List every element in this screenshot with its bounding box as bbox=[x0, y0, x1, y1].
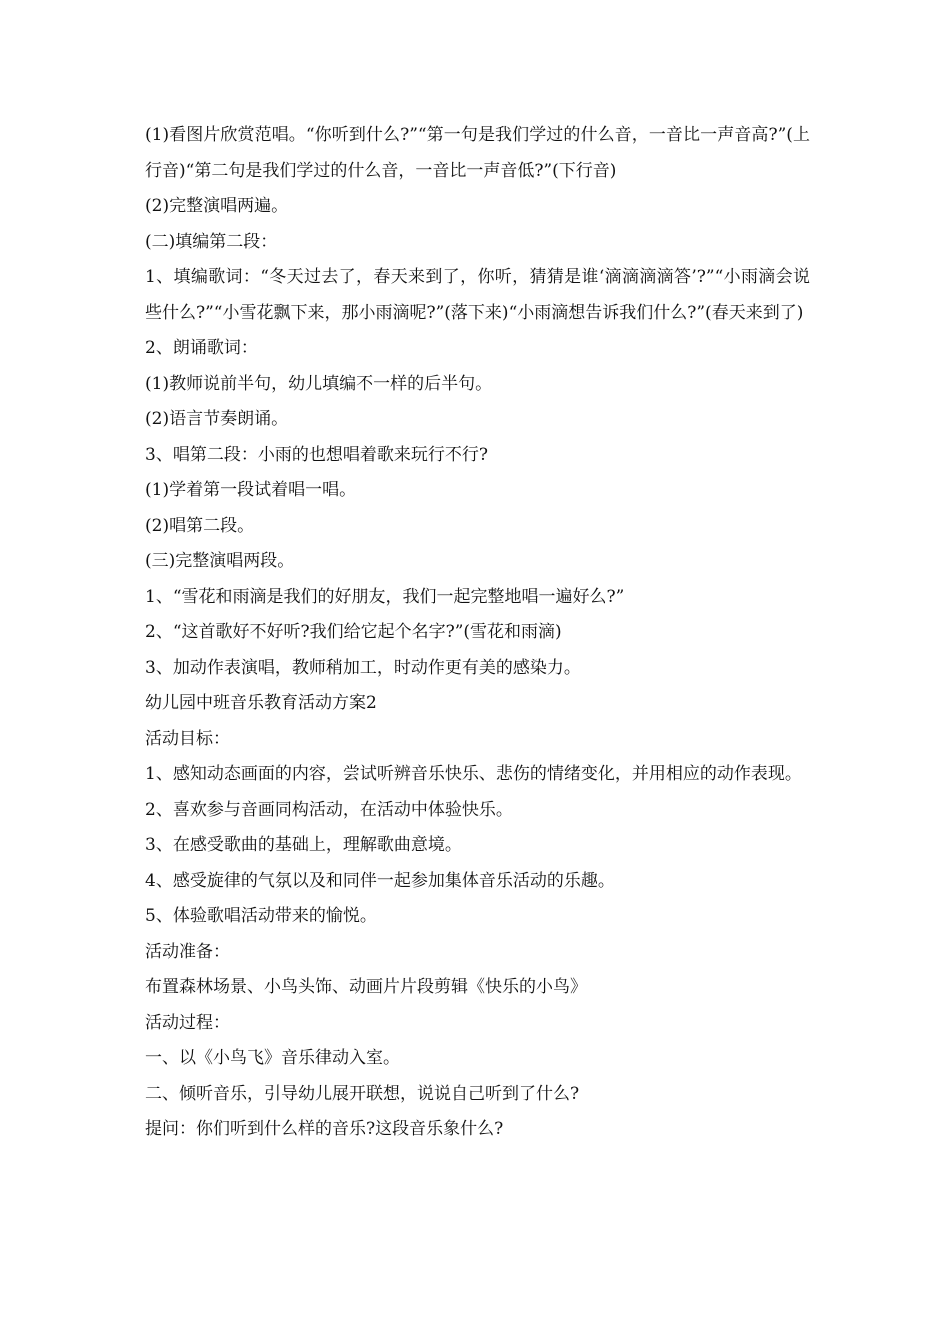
section-heading: 活动过程： bbox=[145, 1012, 230, 1033]
paragraph: (2)唱第二段。 bbox=[145, 515, 255, 536]
paragraph: 提问：你们听到什么样的音乐?这段音乐象什么? bbox=[145, 1119, 504, 1139]
paragraph: 5、体验歌唱活动带来的愉悦。 bbox=[145, 906, 377, 926]
paragraph: 一、以《小鸟飞》音乐律动入室。 bbox=[145, 1048, 400, 1068]
paragraph: (1)教师说前半句，幼儿填编不一样的后半句。 bbox=[145, 373, 493, 394]
paragraph: 3、在感受歌曲的基础上，理解歌曲意境。 bbox=[145, 835, 462, 855]
section-heading: (三)完整演唱两段。 bbox=[145, 551, 295, 571]
paragraph: 3、唱第二段：小雨的也想唱着歌来玩行不行? bbox=[145, 444, 488, 465]
paragraph: 1、“雪花和雨滴是我们的好朋友，我们一起完整地唱一遍好么?” bbox=[145, 586, 625, 607]
paragraph: (2)语言节奏朗诵。 bbox=[145, 409, 289, 429]
section-heading: 活动目标： bbox=[145, 728, 230, 749]
paragraph: 2、喜欢参与音画同构活动，在活动中体验快乐。 bbox=[145, 799, 513, 820]
paragraph: (2)完整演唱两遍。 bbox=[145, 196, 289, 216]
paragraph: (1)看图片欣赏范唱。“你听到什么?”“第一句是我们学过的什么音，一音比一声音高?”(上行音)“第二句是我们学过的什么音，一音比一声音低?”(下行音) bbox=[145, 125, 810, 181]
section-heading: (二)填编第二段： bbox=[145, 231, 278, 252]
paragraph: 1、填编歌词：“冬天过去了，春天来到了，你听，猜猜是谁‘滴滴滴滴答’?”“小雨滴会说些什么?”“小雪花飘下来，那小雨滴呢?”(落下来)“小雨滴想告诉我们什么?”(春天来到了) bbox=[145, 267, 810, 323]
paragraph: 二、倾听音乐，引导幼儿展开联想，说说自己听到了什么? bbox=[145, 1083, 580, 1104]
paragraph: 2、“这首歌好不好听?我们给它起个名字?”(雪花和雨滴) bbox=[145, 622, 562, 642]
paragraph: 布置森林场景、小鸟头饰、动画片片段剪辑《快乐的小鸟》 bbox=[145, 977, 587, 997]
section-heading: 活动准备： bbox=[145, 941, 230, 962]
document-title: 幼儿园中班音乐教育活动方案2 bbox=[145, 693, 377, 713]
paragraph: 1、感知动态画面的内容，尝试听辨音乐快乐、悲伤的情绪变化，并用相应的动作表现。 bbox=[145, 764, 802, 784]
paragraph: 3、加动作表演唱，教师稍加工，时动作更有美的感染力。 bbox=[145, 657, 581, 678]
paragraph: 2、朗诵歌词： bbox=[145, 338, 258, 358]
paragraph: 4、感受旋律的气氛以及和同伴一起参加集体音乐活动的乐趣。 bbox=[145, 870, 615, 891]
paragraph: (1)学着第一段试着唱一唱。 bbox=[145, 480, 357, 500]
document-body bbox=[145, 118, 810, 1148]
